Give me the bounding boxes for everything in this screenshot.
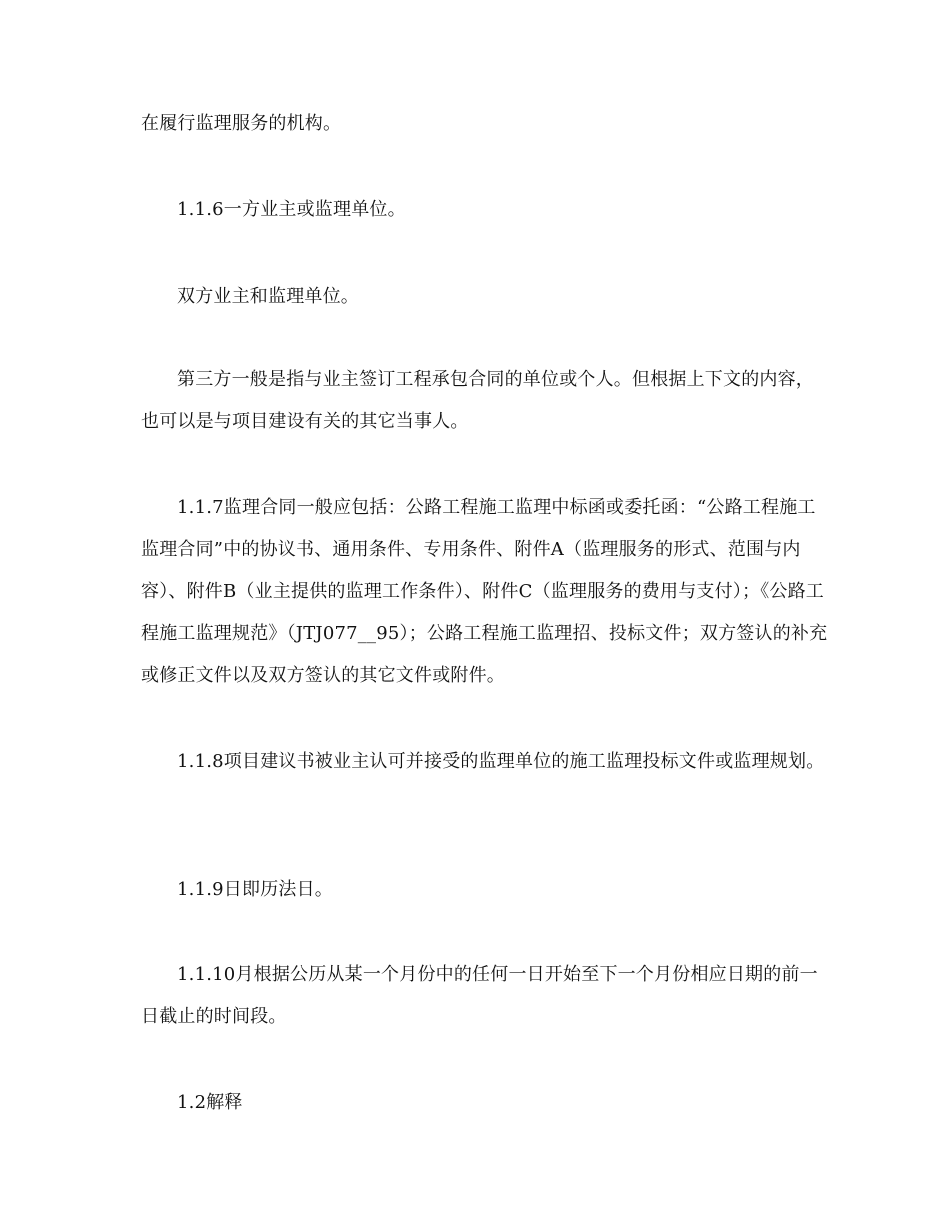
paragraph-both-parties: 双方业主和监理单位。 [177,286,359,307]
paragraph-1-1-6: 1.1.6一方业主或监理单位。 [177,199,406,220]
paragraph-1-1-7: 1.1.7监理合同一般应包括：公路工程施工监理中标函或委托函：“公路工程施工监理合同”中的协议书、通用条件、专用条件、附件A（监理服务的形式、范围与内容）、附件B（业主提供的监理工作条件）、附件C（监理服务的费用与支付）；《公路工程施工监理规范》（JTJ077__95）；公路工程施工监理招、投标文件；双方签认的补充或修正文件以及双方签认的其它文件或附件。 [141,497,828,686]
paragraph-continuation: 在履行监理服务的机构。 [141,113,342,134]
paragraph-1-1-8: 1.1.8项目建议书被业主认可并接受的监理单位的施工监理投标文件或监理规划。 [177,751,825,772]
paragraph-1-1-9: 1.1.9日即历法日。 [177,879,333,900]
paragraph-1-1-10: 1.1.10月根据公历从某一个月份中的任何一日开始至下一个月份相应日期的前一日截止的时间段。 [141,964,818,1027]
paragraph-third-party: 第三方一般是指与业主签订工程承包合同的单位或个人。但根据上下文的内容，也可以是与项目建设有关的其它当事人。 [141,369,814,432]
section-heading-1-2: 1.2解释 [177,1092,243,1113]
